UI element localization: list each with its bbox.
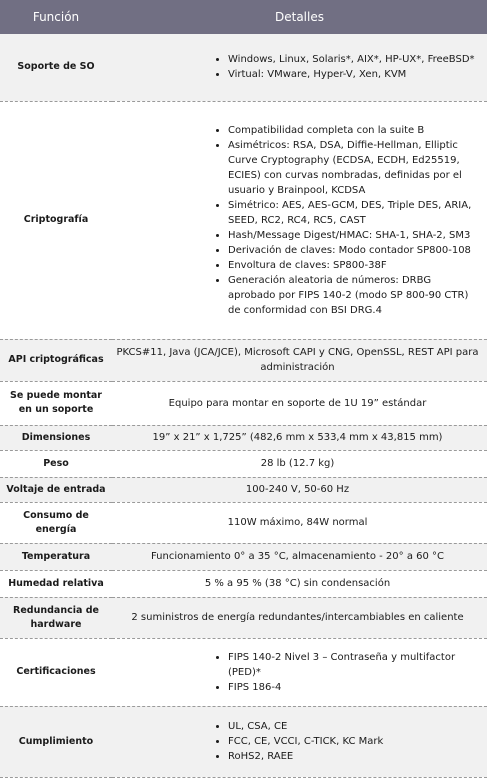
list-item: • Simétrico: AES, AES-GCM, DES, Triple DES, ARIA, SEED, RC2, RC4, RC5, CAST — [228, 198, 479, 228]
detail-text: 19” x 21” x 1,725” (482,6 mm x 533,4 mm x 43,815 mm) — [112, 425, 487, 450]
feature-label: Criptografía — [0, 101, 112, 339]
table-row — [0, 597, 487, 638]
detail-text: 110W máximo, 84W normal — [112, 502, 487, 543]
detail-text: 5 % a 95 % (38 °C) sin condensación — [112, 570, 487, 597]
table-row — [0, 450, 487, 477]
detail-bullet-list — [116, 123, 479, 318]
detail-cell — [112, 706, 487, 777]
list-item: • FIPS 186-4 — [228, 680, 479, 695]
list-item: • Envoltura de claves: SP800-38F — [228, 258, 479, 273]
table-row — [0, 543, 487, 570]
list-item: • Windows, Linux, Solaris*, AIX*, HP-UX*, FreeBSD* — [228, 52, 479, 67]
detail-cell — [112, 638, 487, 706]
feature-label: API criptográficas — [0, 339, 112, 381]
detail-text: Equipo para montar en soporte de 1U 19” estándar — [112, 381, 487, 425]
detail-cell — [112, 101, 487, 339]
table-row — [0, 425, 487, 450]
list-item: • Virtual: VMware, Hyper-V, Xen, KVM — [228, 67, 479, 82]
detail-bullet-list — [116, 650, 479, 695]
feature-label: Cumplimiento — [0, 706, 112, 777]
feature-label: Dimensiones — [0, 425, 112, 450]
list-item: • Hash/Message Digest/HMAC: SHA-1, SHA-2, SM3 — [228, 228, 479, 243]
feature-label: Temperatura — [0, 543, 112, 570]
table-row — [0, 101, 487, 339]
feature-label: Humedad relativa — [0, 570, 112, 597]
list-item: • Generación aleatoria de números: DRBG aprobado por FIPS 140-2 (modo SP 800-90 CTR) de conformidad con BSI DRG.4 — [228, 273, 479, 318]
feature-label: Voltaje de entrada — [0, 477, 112, 502]
feature-label: Consumo de energía — [0, 502, 112, 543]
list-item: • Derivación de claves: Modo contador SP800-108 — [228, 243, 479, 258]
list-item: • RoHS2, RAEE — [228, 749, 479, 764]
list-item: • Compatibilidad completa con la suite B — [228, 123, 479, 138]
detail-bullet-list — [116, 719, 479, 764]
table-row — [0, 381, 487, 425]
table-row — [0, 34, 487, 101]
table-row — [0, 502, 487, 543]
table-row — [0, 477, 487, 502]
detail-text: 2 suministros de energía redundantes/intercambiables en caliente — [112, 597, 487, 638]
detail-bullet-list — [116, 52, 479, 82]
column-header-details: Detalles — [112, 0, 487, 34]
table-row — [0, 706, 487, 777]
table-row — [0, 339, 487, 381]
detail-text: 100-240 V, 50-60 Hz — [112, 477, 487, 502]
list-item: • FCC, CE, VCCI, C-TICK, KC Mark — [228, 734, 479, 749]
table-row — [0, 570, 487, 597]
list-item: • FIPS 140-2 Nivel 3 – Contraseña y multifactor (PED)* — [228, 650, 479, 680]
column-header-feature: Función — [0, 0, 112, 34]
table-header-row — [0, 0, 487, 34]
detail-text: 28 lb (12.7 kg) — [112, 450, 487, 477]
list-item: • UL, CSA, CE — [228, 719, 479, 734]
list-item: • Asimétricos: RSA, DSA, Diffie-Hellman, Elliptic Curve Cryptography (ECDSA, ECDH, Ed25519, ECIES) con curvas nombradas, definidas por el usuario y Brainpool, KCDSA — [228, 138, 479, 198]
feature-label: Peso — [0, 450, 112, 477]
feature-label: Certificaciones — [0, 638, 112, 706]
feature-label: Soporte de SO — [0, 34, 112, 101]
feature-label: Se puede montar en un soporte — [0, 381, 112, 425]
table-row — [0, 638, 487, 706]
feature-label: Redundancia de hardware — [0, 597, 112, 638]
detail-cell — [112, 34, 487, 101]
detail-text: PKCS#11, Java (JCA/JCE), Microsoft CAPI y CNG, OpenSSL, REST API para administración — [112, 339, 487, 381]
detail-text: Funcionamiento 0° a 35 °C, almacenamiento - 20° a 60 °C — [112, 543, 487, 570]
